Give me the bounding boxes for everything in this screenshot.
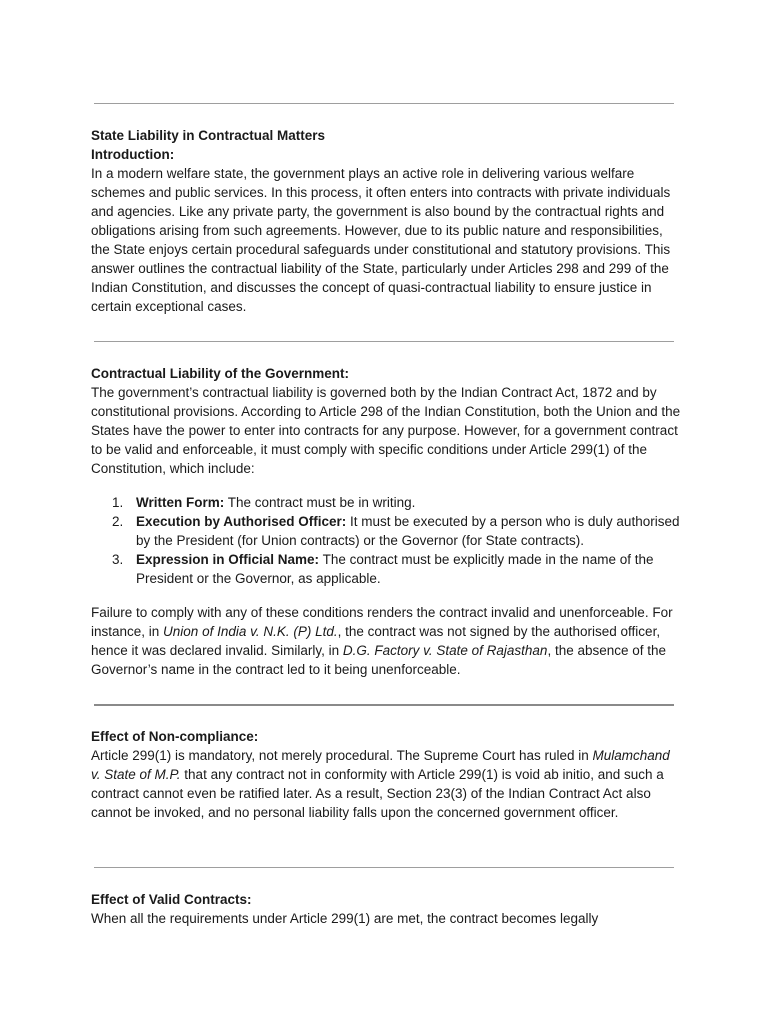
list-item-number: 3. [112, 552, 124, 567]
section-non-compliance [91, 727, 681, 822]
section-heading-non-compliance: Effect of Non-compliance: [91, 729, 259, 744]
section-valid-contracts [91, 890, 681, 928]
list-item-number: 2. [112, 514, 124, 529]
section-heading-introduction: Introduction: [91, 147, 175, 162]
non-compliance-paragraph [91, 746, 681, 822]
list-item-number: 1. [112, 495, 124, 510]
horizontal-divider [94, 704, 674, 706]
paragraph-text: Article 299(1) is mandatory, not merely procedural. The Supreme Court has ruled in [91, 748, 593, 763]
case-citation: Union of India v. N.K. (P) Ltd. [163, 624, 338, 639]
case-citation: D.G. Factory v. State of Rajasthan [342, 643, 548, 658]
list-item [91, 550, 681, 588]
horizontal-divider [94, 341, 674, 342]
horizontal-divider [94, 867, 674, 868]
conditions-list [91, 493, 681, 588]
introduction-paragraph: In a modern welfare state, the government plays an active role in delivering various welfare schemes and public services. In this process, it often enters into contracts with private individuals and agencies. Like any private party, the government is also bound by the contractual rights and obligations arising from such agreements. However, due to its public nature and responsibilities, the State enjoys certain procedural safeguards under constitutional and statutory provisions. This answer outlines the contractual liability of the State, particularly under Articles 298 and 299 of the Indian Constitution, and discusses the concept of quasi-contractual liability to ensure justice in certain exceptional cases. [91, 166, 671, 314]
section-heading-contractual-liability: Contractual Liability of the Government: [91, 366, 350, 381]
paragraph-text: that any contract not in conformity with Article 299(1) is void ab initio, and such a contract cannot even be ratified later. As a result, Section 23(3) of the Indian Contract Act also cannot be invoked, and no personal liability falls upon the concerned government officer. [91, 767, 664, 820]
list-item-term: Execution by Authorised Officer: [136, 514, 347, 529]
contractual-liability-paragraph: The government’s contractual liability is governed both by the Indian Contract Act, 1872 and by constitutional provisions. According to Article 298 of the Indian Constitution, both the Union and the States have the power to enter into contracts for any purpose. However, for a government contract to be valid and enforceable, it must comply with specific conditions under Article 299(1) of the Constitution, which include: [91, 385, 681, 476]
list-item-text: It must be executed by a person who is duly authorised by the President (for Union contracts) or the Governor (for State contracts). [136, 514, 680, 548]
list-item [91, 512, 681, 550]
paragraph-text: , the absence of the Governor’s name in the contract led to it being unenforceable. [91, 643, 667, 677]
section-contractual-liability [91, 364, 681, 679]
paragraph-text: Failure to comply with any of these conditions renders the contract invalid and unenforceable. For instance, in [91, 605, 673, 639]
list-item-term: Expression in Official Name: [136, 552, 320, 567]
section-introduction [91, 126, 681, 316]
list-item [91, 493, 681, 512]
horizontal-divider [94, 103, 674, 104]
list-item-text: The contract must be in writing. [224, 495, 416, 510]
list-item-text: The contract must be explicitly made in the name of the President or the Governor, as applicable. [136, 552, 654, 586]
list-item-term: Written Form: [136, 495, 225, 510]
case-citation: Mulamchand v. State of M.P. [91, 748, 670, 782]
valid-contracts-paragraph: When all the requirements under Article 299(1) are met, the contract becomes legally [91, 911, 599, 926]
paragraph-text: , the contract was not signed by the authorised officer, hence it was declared invalid. Similarly, in [91, 624, 661, 658]
non-compliance-consequence-paragraph [91, 603, 681, 679]
document-title: State Liability in Contractual Matters [91, 128, 326, 143]
section-heading-valid-contracts: Effect of Valid Contracts: [91, 892, 252, 907]
